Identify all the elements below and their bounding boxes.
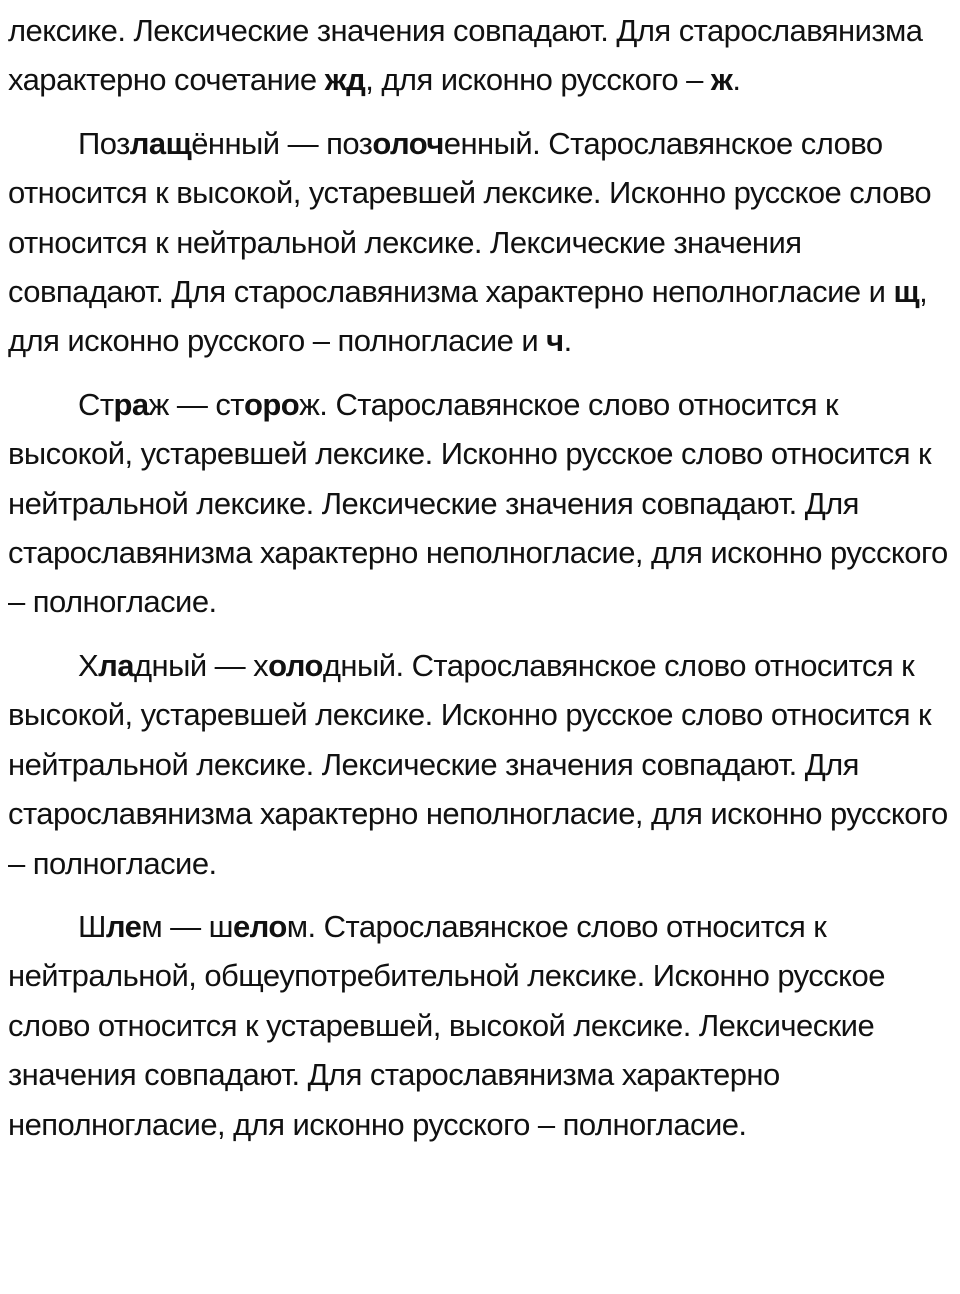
text-run: , для исконно русского – [365,62,711,98]
bold-run: оро [243,386,300,422]
paragraph-khladnyi [8,641,952,888]
text-run: дный — х [133,647,269,683]
text-run: Поз [78,125,130,161]
text-run: ж — ст [148,386,244,422]
bold-run: ч [546,323,564,359]
paragraph-strazh [8,380,952,627]
bold-run: ле [105,908,142,944]
text-run: енный. Старославянское слово относится к высокой, устаревшей лексике. Исконно русское слово относится к нейтральной лексике. Лексические значения совпадают. Для старославянизма характерно неполногласие и [8,125,932,310]
bold-run: ра [113,386,149,422]
text-run: Ш [78,908,106,944]
bold-run: щ [893,274,920,310]
bold-run: ело [232,908,287,944]
bold-run: ла [98,647,134,683]
document-body [8,6,952,1163]
text-run: ённый — поз [191,125,373,161]
text-run: . [732,62,741,98]
bold-run: лащ [129,125,192,161]
bold-run: олоч [372,125,444,161]
paragraph-zhd [8,6,952,105]
text-run: м. Старославянское слово относится к нейтральной, общеупотребительной лексике. Исконно русское слово относится к устаревшей, высокой лексике. Лексические значения совпадают. Для старославянизма характерно неполногласие, для исконно русского – полногласие. [8,908,885,1142]
text-run: , для исконно русского – полногласие и [8,274,928,359]
paragraph-pozlashchennyi [8,119,952,366]
text-run: лексике. Лексические значения совпадают. Для старославянизма характерно сочетание [8,13,923,98]
text-run: ж. Старославянское слово относится к высокой, устаревшей лексике. Исконно русское слово относится к нейтральной лексике. Лексические значения совпадают. Для старославянизма характерно неполногласие, для исконно русского – полногласие. [8,386,948,620]
bold-run: оло [268,647,323,683]
paragraph-shlem [8,902,952,1149]
text-run: Х [78,647,99,683]
bold-run: ж [710,62,733,98]
bold-run: жд [324,62,366,98]
text-run: дный. Старославянское слово относится к высокой, устаревшей лексике. Исконно русское слово относится к нейтральной лексике. Лексические значения совпадают. Для старославянизма характерно неполногласие, для исконно русского – полногласие. [8,647,948,881]
text-run: . [563,323,572,359]
text-run: м — ш [141,908,233,944]
text-run: Ст [78,386,114,422]
